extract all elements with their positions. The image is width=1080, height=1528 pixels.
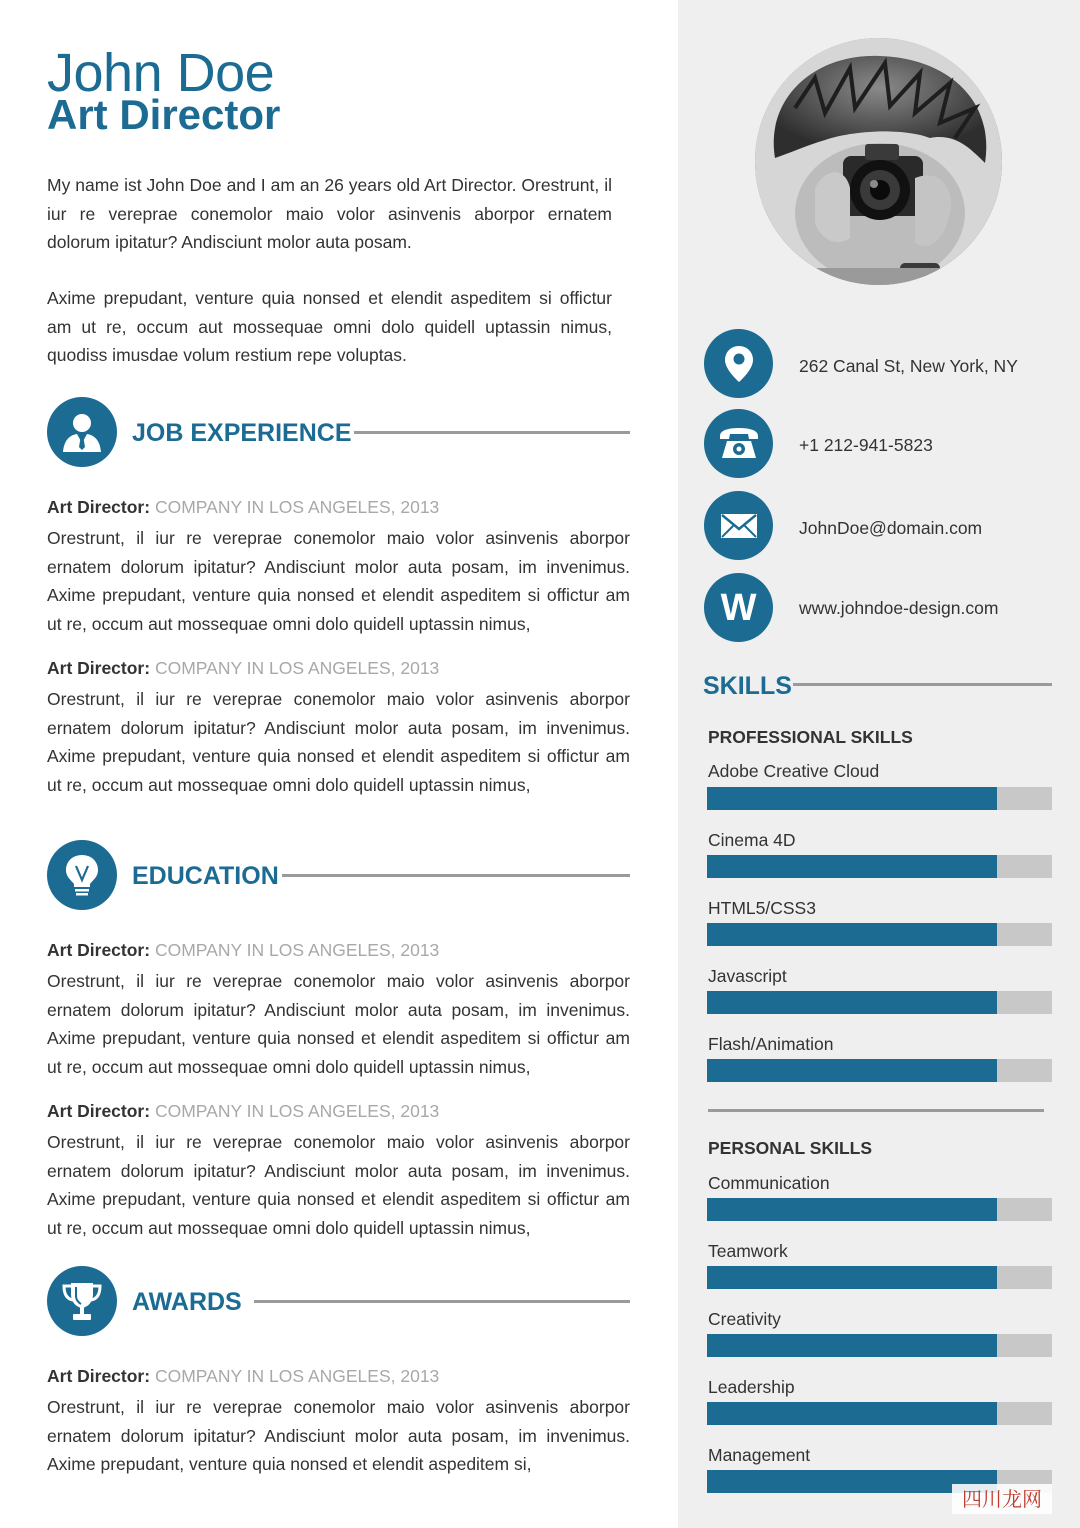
skill-bar-fill [707, 1334, 997, 1357]
entry-role: Art Director: [47, 497, 151, 517]
skill-bar [707, 1402, 1052, 1425]
trophy-icon [47, 1266, 117, 1336]
section-title: EDUCATION [132, 862, 279, 890]
intro-paragraph-1: My name ist John Doe and I am an 26 years old Art Director. Orestrunt, il iur re vereprae conemolor maio volor asinvenis aborpor ernatem dolorum ipitatur? Andisciunt molor auta posam. [47, 175, 612, 252]
skills-divider [793, 683, 1052, 686]
education-entry-2 [47, 1099, 630, 1242]
entry-description: Orestrunt, il iur re vereprae conemolor maio volor asinvenis aborpor ernatem dolorum ipitatur? Andisciunt molor auta posam, im invenimus. Axime prepudant, venture quia nonsed et elendit aspeditem si offictur am ut re, occum aut mossequae omni dolo quidell uptassin nimus, [47, 689, 630, 795]
skill-label: Communication [708, 1173, 830, 1193]
skill-bar-fill [707, 923, 997, 946]
professional-skills-title: PROFESSIONAL SKILLS [708, 727, 913, 747]
profile-photo [755, 38, 1002, 285]
skill-label: Flash/Animation [708, 1034, 834, 1054]
job-entry-1 [47, 495, 630, 638]
skill-bar-fill [707, 1198, 997, 1221]
entry-role: Art Director: [47, 1101, 151, 1121]
watermark [952, 1484, 1052, 1514]
envelope-icon [704, 491, 773, 560]
skill-bar [707, 787, 1052, 810]
section-education [47, 840, 630, 910]
entry-company: COMPANY IN LOS ANGELES, 2013 [154, 1366, 440, 1386]
skill-bar-fill [707, 787, 997, 810]
person-name: John Doe [47, 43, 275, 103]
section-job-experience [47, 397, 630, 467]
entry-company: COMPANY IN LOS ANGELES, 2013 [154, 658, 440, 678]
entry-description: Orestrunt, il iur re vereprae conemolor maio volor asinvenis aborpor ernatem dolorum ipitatur? Andisciunt molor auta posam, im invenimus. Axime prepudant, venture quia nonsed et elendit aspeditem si offictur am ut re, occum aut mossequae omni dolo quidell uptassin nimus, [47, 1132, 630, 1238]
job-entry-2 [47, 656, 630, 799]
skill-bar [707, 991, 1052, 1014]
skill-bar-fill [707, 991, 997, 1014]
watermark-text: 四川龙网 [962, 1487, 1042, 1511]
entry-company: COMPANY IN LOS ANGELES, 2013 [154, 497, 440, 517]
contact-email: JohnDoe@domain.com [799, 518, 983, 538]
section-title: JOB EXPERIENCE [132, 419, 352, 447]
section-divider [354, 431, 630, 434]
personal-skills-title: PERSONAL SKILLS [708, 1138, 873, 1158]
entry-description: Orestrunt, il iur re vereprae conemolor maio volor asinvenis aborpor ernatem dolorum ipitatur? Andisciunt molor auta posam, im invenimus. Axime prepudant, venture quia nonsed et elendit aspeditem si offictur am ut re, occum aut mossequae omni dolo quidell uptassin nimus, [47, 971, 630, 1077]
section-divider [254, 1300, 630, 1303]
skill-bar [707, 855, 1052, 878]
skills-title: SKILLS [703, 672, 792, 700]
contact-address: 262 Canal St, New York, NY [799, 356, 1018, 376]
lightbulb-icon [47, 840, 117, 910]
entry-role: Art Director: [47, 940, 151, 960]
skill-label: Adobe Creative Cloud [708, 761, 880, 781]
section-title: AWARDS [132, 1288, 242, 1316]
skill-bar [707, 1059, 1052, 1082]
skill-bar [707, 1266, 1052, 1289]
entry-role: Art Director: [47, 658, 151, 678]
skill-label: Javascript [708, 966, 787, 986]
skill-label: Creativity [708, 1309, 781, 1329]
phone-icon [704, 409, 773, 478]
location-pin-icon [704, 329, 773, 398]
website-letter: W [720, 586, 757, 629]
entry-company: COMPANY IN LOS ANGELES, 2013 [154, 1101, 440, 1121]
skill-bar [707, 1198, 1052, 1221]
job-title: Art Director [47, 91, 281, 138]
education-entry-1 [47, 938, 630, 1081]
entry-description: Orestrunt, il iur re vereprae conemolor maio volor asinvenis aborpor ernatem dolorum ipitatur? Andisciunt molor auta posam, im invenimus. Axime prepudant, venture quia nonsed et elendit aspeditem si, [47, 1397, 630, 1474]
skill-bar-fill [707, 1266, 997, 1289]
skill-label: Management [708, 1445, 811, 1465]
entry-company: COMPANY IN LOS ANGELES, 2013 [154, 940, 440, 960]
intro-paragraph-2: Axime prepudant, venture quia nonsed et elendit aspeditem si offictur am ut re, occum aut mossequae omni dolo quidell uptassin nimus, quodiss imusdae volum restium repe voluptas. [47, 288, 612, 365]
section-awards [47, 1266, 630, 1336]
awards-entry-1 [47, 1364, 630, 1479]
skill-bar [707, 923, 1052, 946]
skill-bar-fill [707, 1059, 997, 1082]
section-divider [282, 874, 630, 877]
contact-phone: +1 212-941-5823 [799, 435, 933, 455]
skill-bar-fill [707, 855, 997, 878]
skill-label: Leadership [708, 1377, 795, 1397]
person-icon [47, 397, 117, 467]
skill-label: Teamwork [708, 1241, 788, 1261]
skills-section-divider [708, 1109, 1044, 1112]
skill-bar [707, 1334, 1052, 1357]
skill-label: HTML5/CSS3 [708, 898, 816, 918]
skill-bar-fill [707, 1402, 997, 1425]
skill-label: Cinema 4D [708, 830, 796, 850]
contact-website: www.johndoe-design.com [799, 598, 999, 618]
website-icon [704, 573, 773, 642]
entry-role: Art Director: [47, 1366, 151, 1386]
entry-description: Orestrunt, il iur re vereprae conemolor maio volor asinvenis aborpor ernatem dolorum ipitatur? Andisciunt molor auta posam, im invenimus. Axime prepudant, venture quia nonsed et elendit aspeditem si offictur am ut re, occum aut mossequae omni dolo quidell uptassin nimus, [47, 528, 630, 634]
